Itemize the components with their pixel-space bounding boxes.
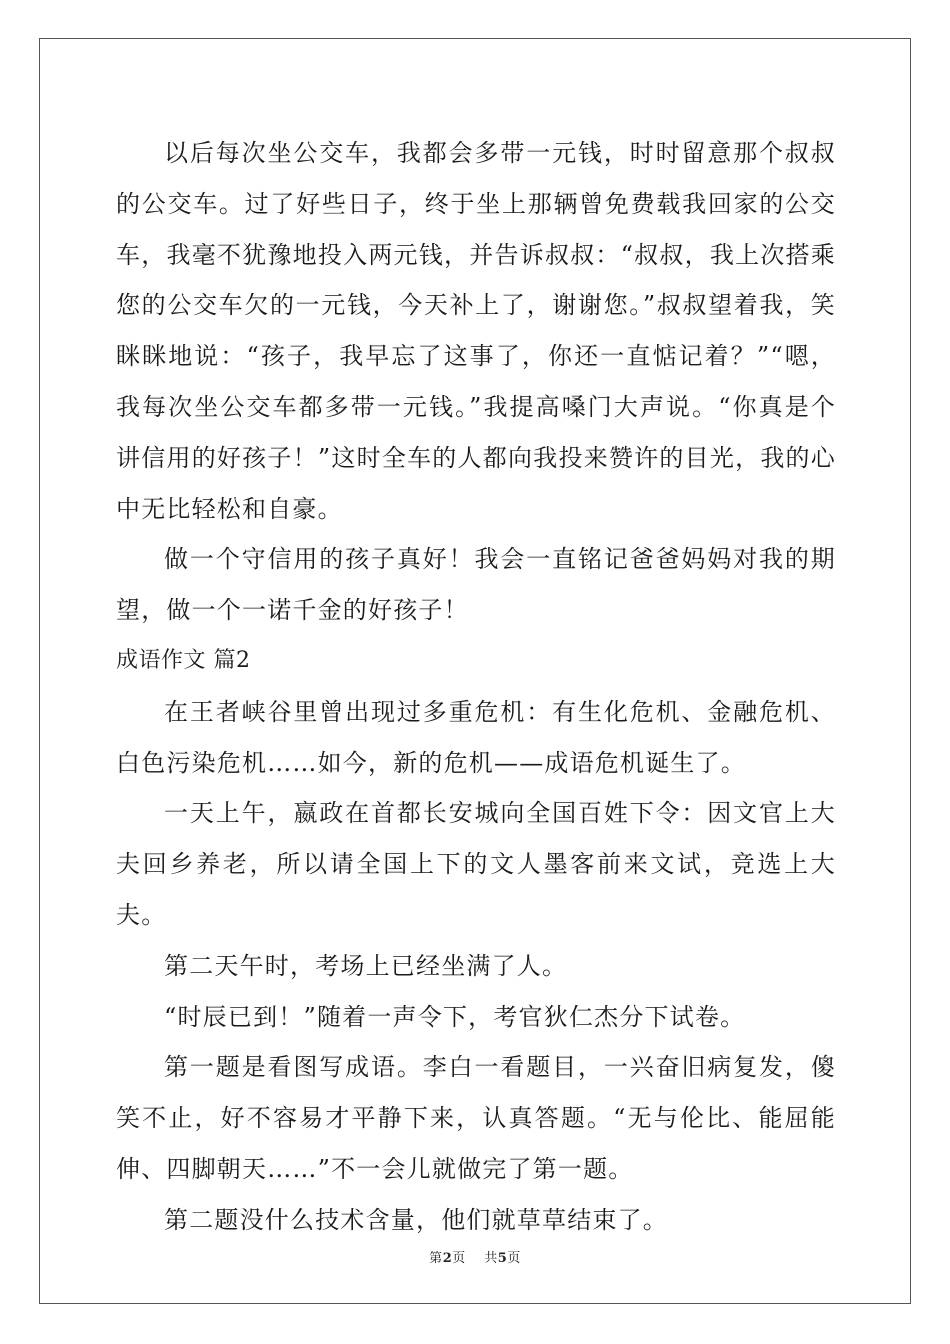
footer-suffix: 页 [507, 1251, 521, 1266]
total-page-count: 5 [497, 1251, 508, 1266]
paragraph: 在王者峡谷里曾出现过多重危机：有生化危机、金融危机、白色污染危机……如今，新的危机——成语危机诞生了。 [116, 697, 836, 777]
footer-middle: 页 共 [452, 1251, 498, 1266]
document-body [116, 128, 836, 1246]
paragraph: 做一个守信用的孩子真好！我会一直铭记爸爸妈妈对我的期望，做一个一诺千金的好孩子！ [116, 545, 836, 625]
current-page-number: 2 [442, 1251, 453, 1266]
paragraph: 以后每次坐公交车，我都会多带一元钱，时时留意那个叔叔的公交车。过了好些日子，终于坐上那辆曾免费载我回家的公交车，我毫不犹豫地投入两元钱，并告诉叔叔：“叔叔，我上次搭乘您的公交车欠的一元钱，今天补上了，谢谢您。”叔叔望着我，笑眯眯地说：“孩子，我早忘了这事了，你还一直惦记着？”“嗯，我每次坐公交车都多带一元钱。”我提高嗓门大声说。“你真是个讲信用的好孩子！”这时全车的人都向我投来赞许的目光，我的心中无比轻松和自豪。 [116, 139, 836, 523]
section-heading: 成语作文 篇2 [116, 647, 251, 673]
paragraph: 第一题是看图写成语。李白一看题目，一兴奋旧病复发，傻笑不止，好不容易才平静下来，认真答题。“无与伦比、能屈能伸、四脚朝天……”不一会儿就做完了第一题。 [116, 1053, 836, 1183]
paragraph: 第二题没什么技术含量，他们就草草结束了。 [164, 1205, 668, 1234]
paragraph: 第二天午时，考场上已经坐满了人。 [164, 951, 568, 980]
footer-prefix: 第 [429, 1251, 443, 1266]
page-footer [0, 1247, 950, 1266]
paragraph: 一天上午，嬴政在首都长安城向全国百姓下令：因文官上大夫回乡养老，所以请全国上下的文人墨客前来文试，竞选上大夫。 [116, 799, 836, 929]
paragraph: “时辰已到！”随着一声令下，考官狄仁杰分下试卷。 [164, 1002, 746, 1031]
